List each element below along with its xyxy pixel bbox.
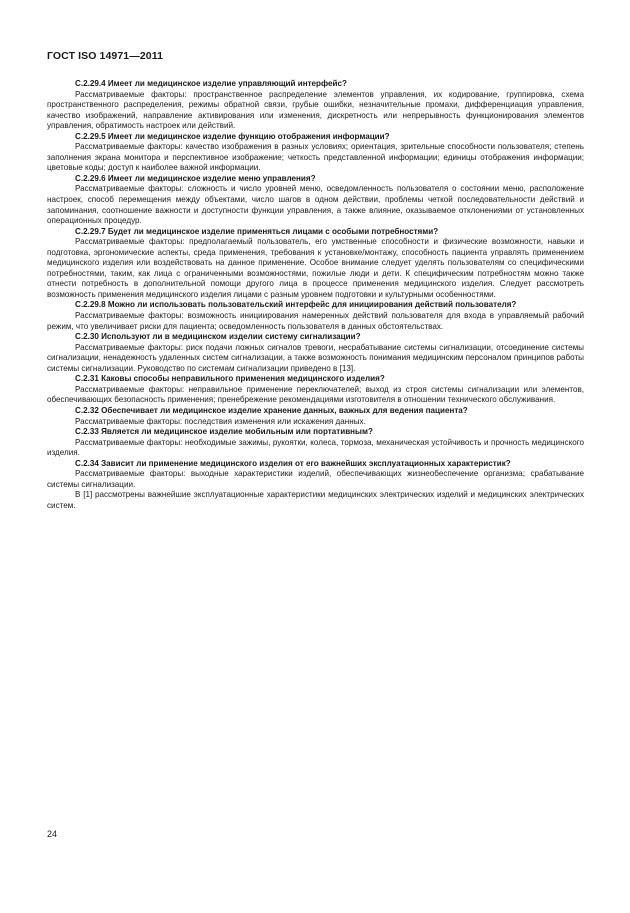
section-heading: С.2.29.5 Имеет ли медицинское изделие функцию отображения информации? xyxy=(75,131,390,141)
document-body xyxy=(47,79,584,511)
section-heading: С.2.29.6 Имеет ли медицинское изделие меню управления? xyxy=(75,173,316,183)
paragraph: Рассматриваемые факторы: неправильное применение переключателей; выход из строя системы сигнализации или элементов, обеспечивающих безопасность применения; пренебрежение рекомендациями изготовителя в отношении технического обслуживания. xyxy=(47,384,584,405)
section-heading: С.2.30 Используют ли в медицинском изделии систему сигнализации? xyxy=(75,332,361,342)
paragraph: Рассматриваемые факторы: сложность и число уровней меню, осведомленность пользователя о состоянии меню, расположение настроек, способ перемещения между объектами, число шагов в одном действии, проблемы четкой последовательности действий и запоминания, соотношение важности и доступности функции управления, а также влияние, оказываемое отклонениями от установленных операционных процедур. xyxy=(47,184,584,226)
paragraph: Рассматриваемые факторы: пространственное распределение элементов управления, их кодирование, группировка, схема пространственного распределения, режимы обратной связи, грубые ошибки, незначительные промахи, дифференциация управления, качество изображений, направление активирования или изменения, дискретность или непрерывность функционирования элементов управления, обратимость настроек или действий. xyxy=(47,89,584,131)
section-heading: С.2.29.7 Будет ли медицинское изделие применяться лицами с особыми потребностями? xyxy=(75,226,439,236)
paragraph: В [1] рассмотрены важнейшие эксплуатационные характеристики медицинских электрических изделий и медицинских электрических систем. xyxy=(47,490,584,510)
paragraph: Рассматриваемые факторы: выходные характеристики изделий, обеспечивающих жизнеобеспечение организма; срабатывание системы сигнализации. xyxy=(47,469,584,489)
section-heading: С.2.32 Обеспечивает ли медицинское изделие хранение данных, важных для ведения пациента? xyxy=(75,405,468,415)
paragraph: Рассматриваемые факторы: необходимые зажимы, рукоятки, колеса, тормоза, механическая устойчивость и прочность медицинского изделия. xyxy=(47,437,584,458)
section-heading: С.2.29.8 Можно ли использовать пользовательский интерфейс для инициирования действий пользователя? xyxy=(75,300,517,310)
page-number: 24 xyxy=(47,829,58,839)
section-heading: С.2.31 Каковы способы неправильного применения медицинского изделия? xyxy=(75,374,385,384)
paragraph: Рассматриваемые факторы: качество изображения в разных условиях; ориентация, зрительные способности пользователя; степень заполнения экрана монитора и перспективное изображение; четкость представленной информации; единицы отображения информации; цветовые коды; доступ к наиболее важной информации. xyxy=(47,142,584,173)
section-heading: С.2.29.4 Имеет ли медицинское изделие управляющий интерфейс? xyxy=(75,79,347,88)
paragraph: Рассматриваемые факторы: возможность инициирования намеренных действий пользователя для входа в управляемый рабочий режим, что увеличивает риски для пациента; осведомленность пользователя в данных обстоятельствах. xyxy=(47,311,584,331)
section-heading: С.2.34 Зависит ли применение медицинского изделия от его важнейших эксплуатационных характеристик? xyxy=(75,458,511,468)
paragraph: Рассматриваемые факторы: последствия изменения или искажения данных. xyxy=(75,416,366,426)
document-header: ГОСТ ISO 14971—2011 xyxy=(47,50,164,62)
paragraph: Рассматриваемые факторы: риск подачи ложных сигналов тревоги, несрабатывание системы сигнализации, отсоединение системы сигнализации, ненадежность удаленных систем сигнализации, а также возможность понимания медицинским персоналом принципов работы системы сигнализации. Руководство по системам сигнализации приведено в [13]. xyxy=(47,342,584,373)
paragraph: Рассматриваемые факторы: предполагаемый пользователь, его умственные способности и физические возможности, навыки и подготовка, эргономические аспекты, среда применения, требования к установке/монтажу, способность пациента управлять применением медицинского изделия или воздействовать на данное применение. Особое внимание следует уделять пользователям со специфическими потребностями, таким, как лица с ограниченными возможностями, пожилые люди и дети. К специфическим потребностям можно также отнести потребность в дополнительной помощи другого лица в процессе применения медицинского изделия. Следует рассмотреть возможность применения медицинского изделия лицами с разным уровнем подготовки и культурными особенностями. xyxy=(47,237,584,299)
section-heading: С.2.33 Является ли медицинское изделие мобильным или портативным? xyxy=(75,427,373,437)
